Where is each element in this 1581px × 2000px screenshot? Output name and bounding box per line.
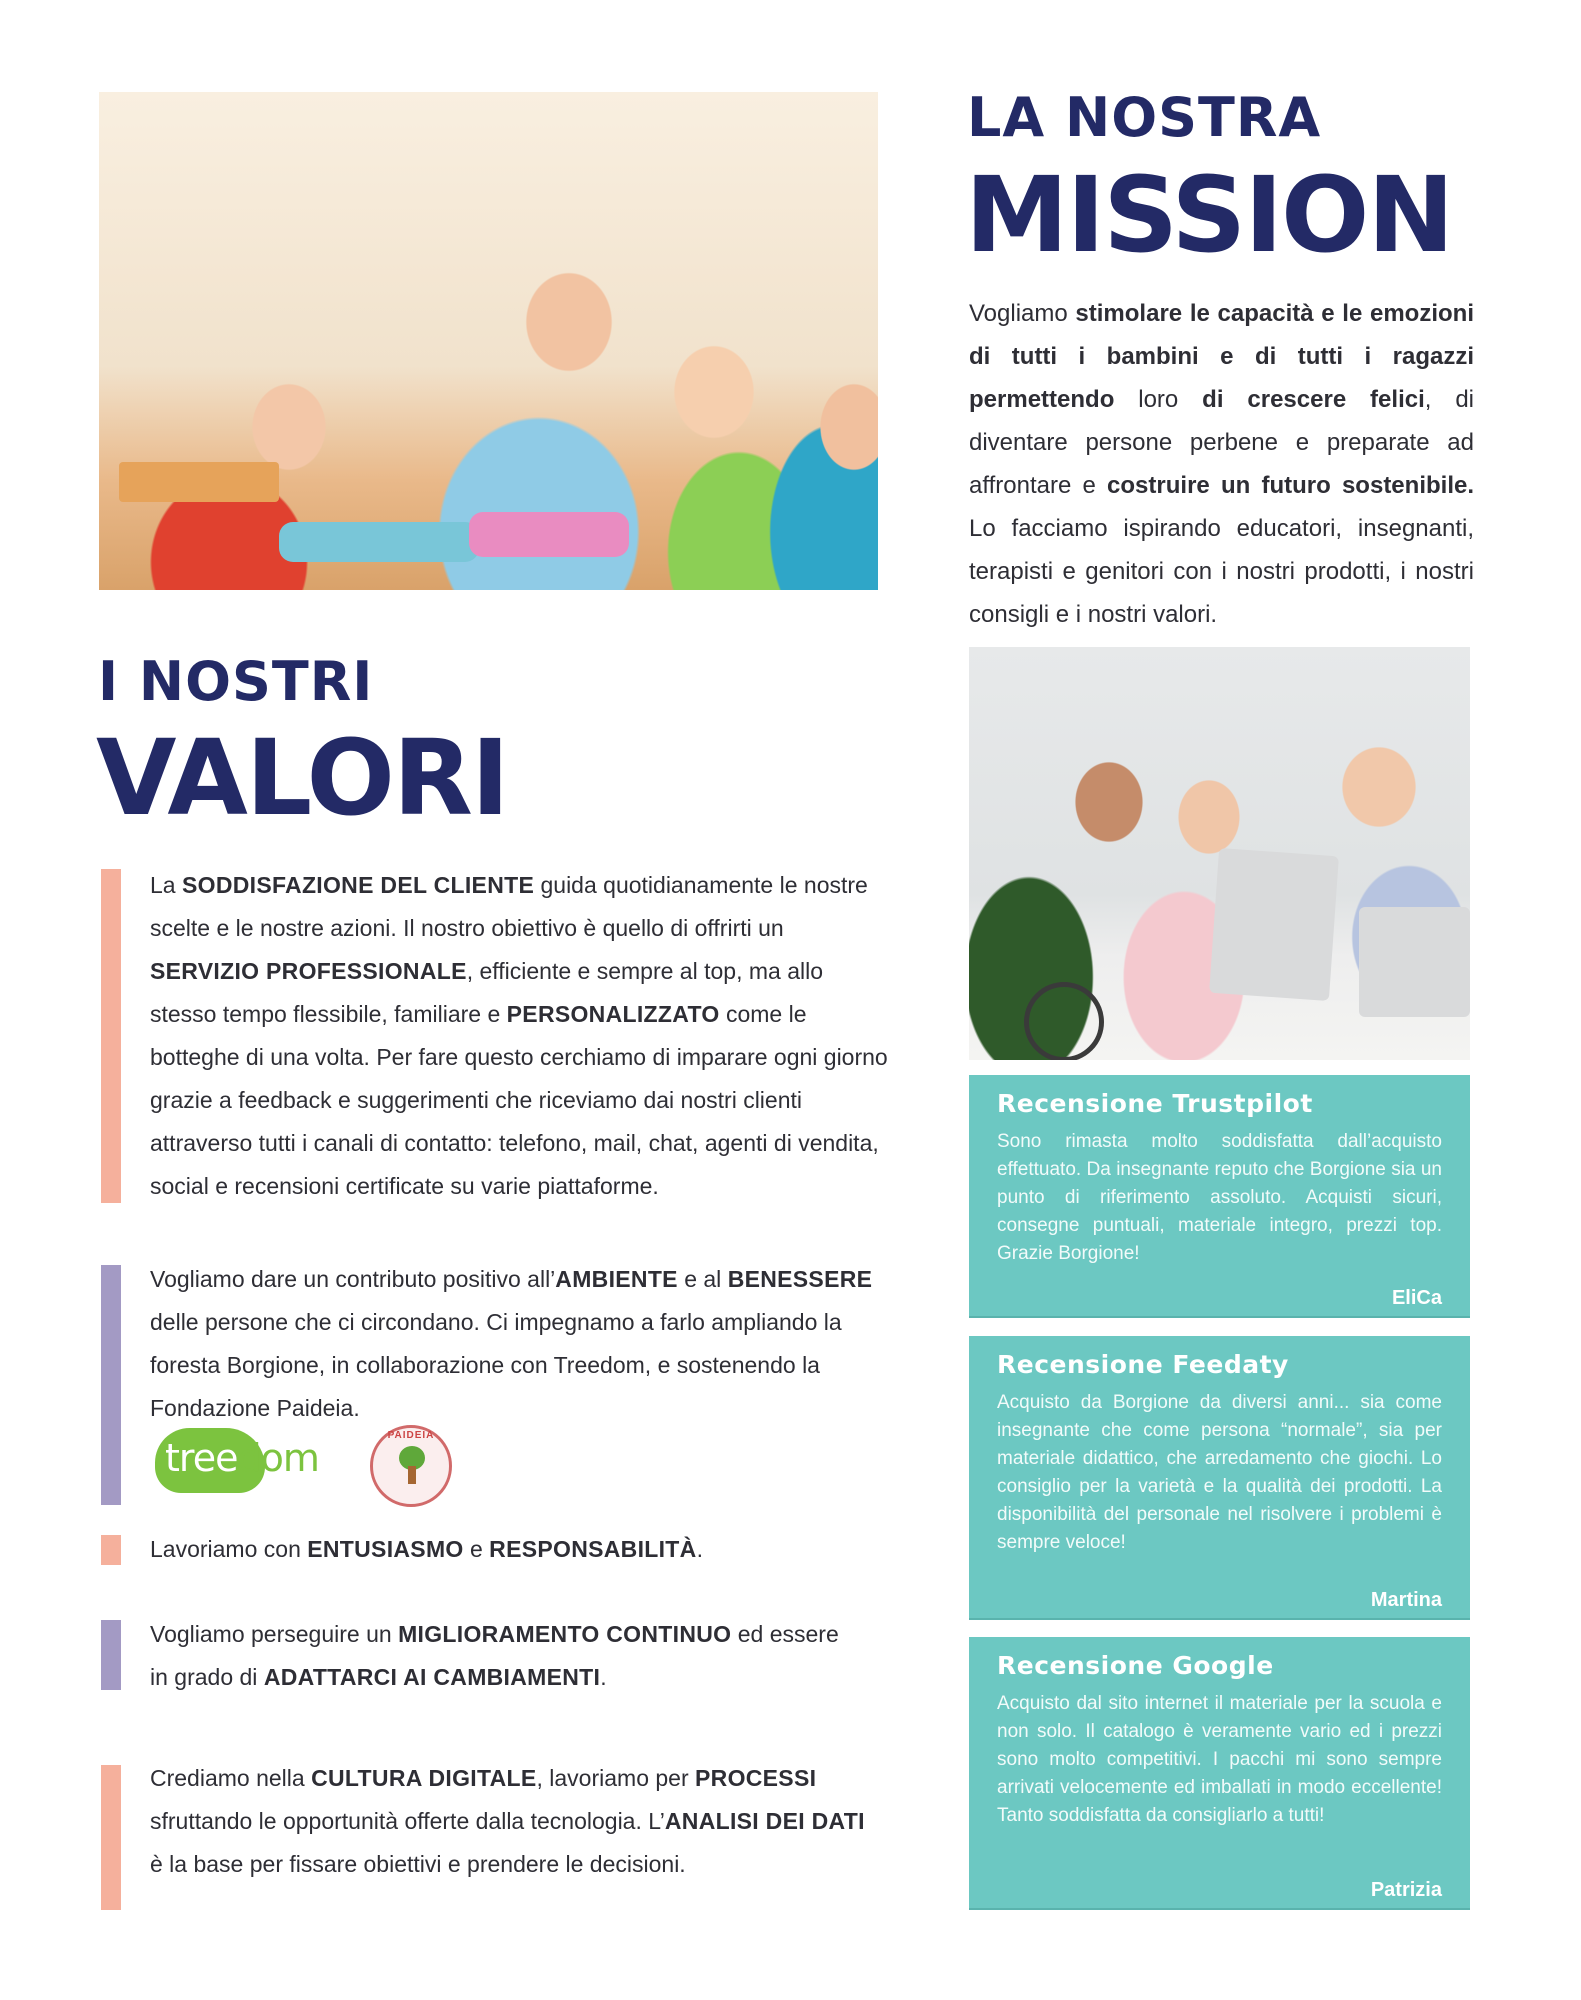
mission-text: Lo facciamo ispirando educatori, insegnanti, terapisti e genitori con i nostri prodotti, i nostri consigli e i nostri valori. [969, 515, 1474, 628]
value-keyword: AMBIENTE [555, 1266, 678, 1292]
value-keyword: CULTURA DIGITALE [311, 1765, 537, 1791]
mission-heading-big: MISSION [965, 154, 1453, 276]
review-card-google [969, 1637, 1470, 1910]
mission-text-bold: di crescere felici [1202, 386, 1425, 413]
teacher-children-photo [99, 92, 878, 590]
mission-text: loro [1114, 386, 1203, 413]
value-text: Crediamo nella [150, 1765, 312, 1791]
value-text: e al [677, 1266, 728, 1292]
review-title: Recensione Google [997, 1651, 1274, 1680]
value-block-continuous-improvement [150, 1613, 850, 1699]
value-keyword: PERSONALIZZATO [506, 1001, 720, 1027]
value-text: Lavoriamo con [150, 1536, 308, 1562]
value-text: La [150, 872, 182, 898]
review-card-feedaty [969, 1336, 1470, 1620]
value-text: sfruttando le opportunità offerte dalla tecnologia. L’ [150, 1808, 665, 1834]
value-keyword: MIGLIORAMENTO CONTINUO [398, 1621, 732, 1647]
treedom-logo [155, 1428, 340, 1498]
mission-text: Vogliamo [969, 300, 1076, 327]
value-text: . [696, 1536, 703, 1562]
value-block-customer-satisfaction [150, 864, 890, 1208]
value-bar-purple [101, 1620, 121, 1690]
value-text: , efficiente e sempre al top, ma allo stesso tempo flessibile, familiare e [150, 958, 823, 1027]
values-heading-small: I NOSTRI [98, 650, 374, 713]
value-bar-purple [101, 1265, 121, 1505]
mission-text: , di diventare persone perbene e preparate ad affrontare e [969, 386, 1474, 499]
review-title: Recensione Trustpilot [997, 1089, 1313, 1118]
value-bar-peach [101, 869, 121, 1203]
value-text: Vogliamo perseguire un [150, 1621, 399, 1647]
paideia-logo [370, 1425, 452, 1507]
value-text: è la base per fissare obiettivi e prendere le decisioni. [150, 1851, 686, 1877]
review-body: Acquisto dal sito internet il materiale per la scuola e non solo. Il catalogo è veramente vario ed i prezzi sono molto competitivi. I pacchi mi sono sempre arrivati velocemente ed imballati in modo eccellente! Tanto soddisfatta da consigliarlo a tutti! [997, 1693, 1442, 1826]
value-text: . [600, 1664, 607, 1690]
value-text: e [463, 1536, 490, 1562]
value-block-enthusiasm [150, 1528, 890, 1571]
value-text: Vogliamo dare un contributo positivo all’ [150, 1266, 556, 1292]
treedom-logo-text: tree [165, 1436, 238, 1480]
value-text: come le botteghe di una volta. Per fare questo cerchiamo di imparare ogni giorno grazie a feedback e suggerimenti che riceviamo dai nostri clienti attraverso tutti i canali di contatto: telefono, mail, chat, agenti di vendita, social e recensioni certificate su varie piattaforme. [150, 1001, 888, 1199]
value-keyword: ENTUSIASMO [307, 1536, 464, 1562]
review-card-trustpilot [969, 1075, 1470, 1318]
value-text: ed essere in grado di [150, 1621, 839, 1690]
mission-text-bold: costruire un futuro sostenibile. [1107, 472, 1474, 499]
review-body: Sono rimasta molto soddisfatta dall’acquisto effettuato. Da insegnante reputo che Borgione sia un punto di riferimento assoluto. Acquisti sicuri, consegne puntuali, materiale integro, prezzi top. Grazie Borgione! [997, 1131, 1442, 1264]
value-bar-peach [101, 1765, 121, 1910]
value-keyword: SODDISFAZIONE DEL CLIENTE [181, 872, 535, 898]
paideia-logo-text: PAIDEIA [387, 1430, 435, 1441]
review-author: EliCa [1391, 1287, 1442, 1309]
values-heading-big: VALORI [96, 717, 508, 839]
value-keyword: ANALISI DEI DATI [664, 1808, 865, 1834]
children-tablets-photo [969, 647, 1470, 1060]
review-author: Martina [1370, 1589, 1442, 1611]
value-bar-peach [101, 1535, 121, 1565]
value-text: , lavoriamo per [536, 1765, 696, 1791]
tree-trunk-icon [408, 1466, 416, 1484]
review-body: Acquisto da Borgione da diversi anni... sia come insegnante che come persona “normale”, sia per materiale didattico, che arredamento che giochi. Lo consiglio per la varietà e la qualità dei prodotti. La disponibilità del personale nel risolvere i problemi è sempre veloce! [997, 1392, 1442, 1553]
review-author: Patrizia [1370, 1879, 1442, 1901]
value-block-environment [150, 1258, 890, 1430]
value-block-digital-culture [150, 1757, 880, 1886]
value-keyword: BENESSERE [727, 1266, 873, 1292]
value-keyword: RESPONSABILITÀ [489, 1536, 697, 1562]
mission-text-bold: stimolare le capacità e le emozioni di tutti i bambini e di tutti i ragazzi permettendo [969, 300, 1474, 413]
value-text: guida quotidianamente le nostre scelte e le nostre azioni. Il nostro obiettivo è quello di offrirti un [150, 872, 868, 941]
value-keyword: ADATTARCI AI CAMBIAMENTI [263, 1664, 601, 1690]
mission-heading-small: LA NOSTRA [967, 86, 1322, 149]
mission-paragraph [969, 292, 1474, 636]
value-text: delle persone che ci circondano. Ci impegnamo a farlo ampliando la foresta Borgione, in collaborazione con Treedom, e sostenendo la Fondazione Paideia. [150, 1309, 842, 1421]
value-keyword: PROCESSI [695, 1765, 817, 1791]
treedom-logo-text: dom [237, 1436, 319, 1480]
review-title: Recensione Feedaty [997, 1350, 1289, 1379]
value-keyword: SERVIZIO PROFESSIONALE [150, 958, 467, 984]
